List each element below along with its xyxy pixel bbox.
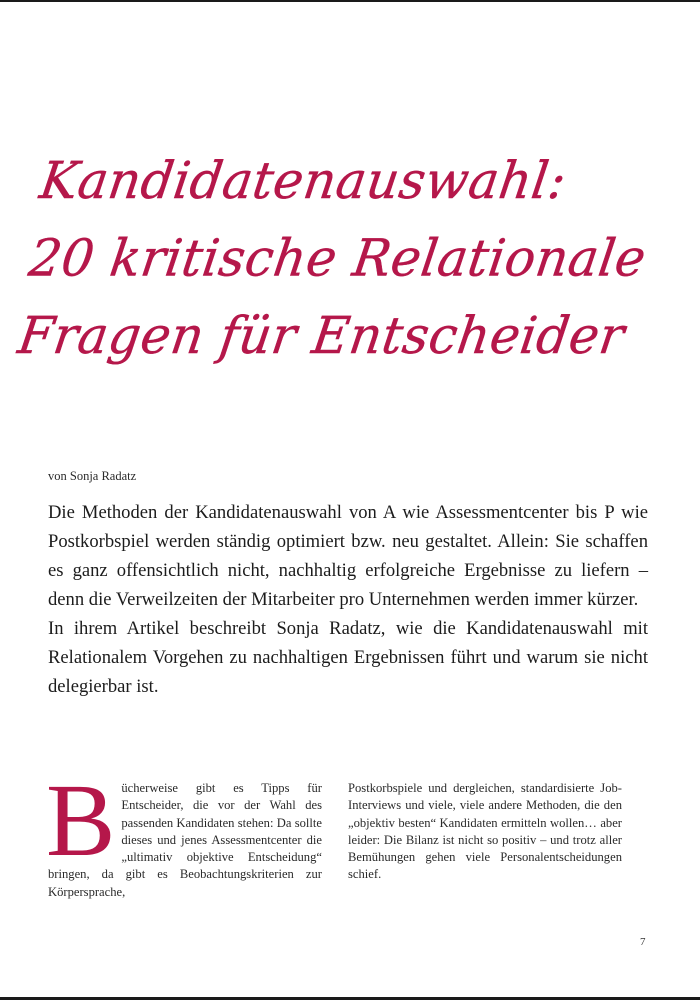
title-line-1: Kandidatenauswahl:: [36, 151, 571, 211]
body-column-1: [46, 763, 322, 901]
article-title: [13, 142, 666, 375]
title-line-2: 20 kritische Relationale: [25, 228, 650, 288]
page-number: 7: [640, 936, 646, 948]
body-column-2: Postkorbspiele und dergleichen, standardisierte Job-Interviews und viele, viele andere Methoden, die den „objektiv besten“ Kandidaten ermitteln wollen… aber leider: Die Bilanz ist nicht so positiv – und trotz aller Bemühungen gehen viele Personalentscheidungen schief.: [348, 781, 622, 882]
body-column-1-text: ücherweise gibt es Tipps für Entscheider, die vor der Wahl des passenden Kandidaten stehen: Da sollte dieses und jenes Assessmentcenter die „ultimativ objektive Entscheidung“ bringen, da gibt es Beobachtungskriterien zur Körpersprache,: [48, 781, 322, 899]
body-columns: [46, 763, 622, 901]
lead-paragraph-2: In ihrem Artikel beschreibt Sonja Radatz, wie die Kandidatenauswahl mit Relationalem Vorgehen zu nachhaltigen Ergebnissen führt und warum sie nicht delegierbar ist.: [48, 618, 648, 697]
drop-cap: B: [46, 763, 116, 878]
lead-paragraph-1: Die Methoden der Kandidatenauswahl von A wie Assessmentcenter bis P wie Postkorbspiel werden ständig optimiert bzw. neu gestaltet. Allein: Sie schaffen es ganz offensichtlich nicht, nachhaltig erfolgreiche Ergebnisse zu liefern – denn die Verweilzeiten der Mitarbeiter pro Unternehmen werden immer kürzer.: [48, 502, 648, 610]
author-byline: von Sonja Radatz: [48, 469, 137, 483]
title-line-3: Fragen für Entscheider: [14, 306, 629, 366]
article-lead: [48, 498, 648, 701]
